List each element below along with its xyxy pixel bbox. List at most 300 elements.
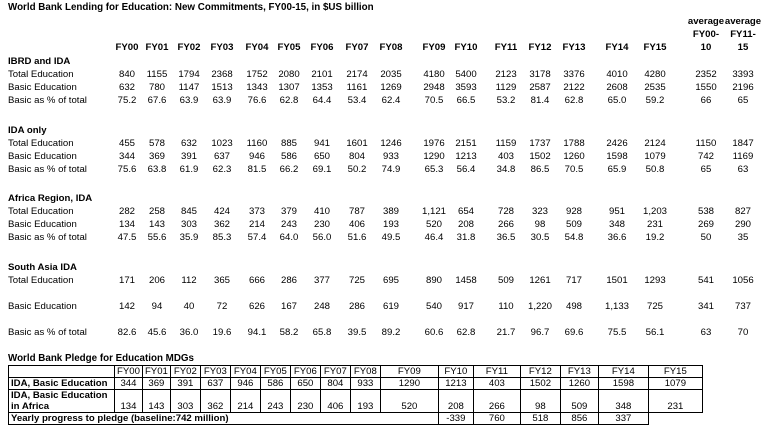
pledge-column-header: FY07 bbox=[320, 366, 350, 378]
table-cell: 1246 bbox=[380, 138, 402, 149]
table-cell: 1290 bbox=[423, 151, 445, 162]
table-cell: 56.4 bbox=[456, 164, 476, 175]
table-cell: 57.4 bbox=[247, 232, 267, 243]
table-cell: 1213 bbox=[455, 151, 477, 162]
column-header: FY15 bbox=[643, 42, 667, 53]
table-cell: 1159 bbox=[495, 138, 517, 149]
table-cell: 65.0 bbox=[607, 95, 627, 106]
table-cell: 4180 bbox=[423, 69, 445, 80]
column-header: FY14 bbox=[605, 42, 629, 53]
table-cell: 110 bbox=[498, 301, 514, 312]
table-cell: 54.8 bbox=[564, 232, 584, 243]
table-cell: 206 bbox=[148, 275, 165, 286]
pledge-cell: 369 bbox=[142, 378, 170, 390]
table-cell: 1307 bbox=[278, 82, 300, 93]
table-cell: 1079 bbox=[644, 151, 666, 162]
pledge-row bbox=[9, 378, 703, 390]
table-cell: 143 bbox=[148, 219, 165, 230]
pledge-cell: 362 bbox=[200, 390, 230, 413]
table-cell: 1293 bbox=[644, 275, 666, 286]
table-cell: 323 bbox=[531, 206, 548, 217]
avg-cell: 1847 bbox=[732, 138, 754, 149]
table-cell: 410 bbox=[313, 206, 330, 217]
table-cell: 86.5 bbox=[530, 164, 550, 175]
section-heading: South Asia IDA bbox=[8, 262, 77, 273]
avg-cell: 3393 bbox=[732, 69, 754, 80]
column-header: FY12 bbox=[528, 42, 552, 53]
table-cell: 540 bbox=[425, 301, 442, 312]
table-cell: 946 bbox=[248, 151, 265, 162]
pledge-progress-cell: 760 bbox=[473, 413, 520, 425]
row-label: Basic as % of total bbox=[8, 232, 87, 243]
table-cell: 403 bbox=[497, 151, 514, 162]
pledge-cell: 193 bbox=[350, 390, 380, 413]
column-header: FY13 bbox=[562, 42, 586, 53]
pledge-progress-cell: 518 bbox=[520, 413, 560, 425]
pledge-column-header: FY00 bbox=[115, 366, 143, 378]
table-cell: 365 bbox=[213, 275, 230, 286]
avg-header-line3: 15 bbox=[737, 42, 749, 53]
table-cell: 1129 bbox=[495, 82, 517, 93]
table-cell: 67.6 bbox=[147, 95, 167, 106]
row-label: Basic Education bbox=[8, 219, 77, 230]
pledge-cell: 134 bbox=[115, 390, 143, 413]
pledge-cell: 1213 bbox=[438, 378, 473, 390]
pledge-cell: 637 bbox=[200, 378, 230, 390]
row-label: Total Education bbox=[8, 138, 74, 149]
pledge-column-header: FY12 bbox=[520, 366, 560, 378]
pledge-column-header: FY03 bbox=[200, 366, 230, 378]
table-cell: 50.8 bbox=[645, 164, 665, 175]
table-cell: 424 bbox=[213, 206, 230, 217]
row-label: Basic as % of total bbox=[8, 327, 87, 338]
pledge-cell: 303 bbox=[170, 390, 200, 413]
column-header: FY07 bbox=[345, 42, 369, 53]
table-cell: 55.6 bbox=[147, 232, 167, 243]
table-cell: 389 bbox=[382, 206, 399, 217]
table-cell: 5400 bbox=[455, 69, 477, 80]
pledge-cell: 214 bbox=[230, 390, 260, 413]
table-cell: 62.8 bbox=[564, 95, 584, 106]
pledge-header-row bbox=[9, 366, 703, 378]
row-label: Basic Education bbox=[8, 82, 77, 93]
pledge-cell: 143 bbox=[142, 390, 170, 413]
table-cell: 134 bbox=[118, 219, 135, 230]
table-cell: 650 bbox=[313, 151, 330, 162]
avg-cell: 541 bbox=[697, 275, 714, 286]
avg-cell: 341 bbox=[697, 301, 714, 312]
column-header: FY06 bbox=[310, 42, 334, 53]
table-cell: 65.8 bbox=[312, 327, 332, 338]
table-cell: 2151 bbox=[455, 138, 477, 149]
pledge-cell: 1260 bbox=[560, 378, 598, 390]
table-cell: 3178 bbox=[529, 69, 551, 80]
table-cell: 65.9 bbox=[607, 164, 627, 175]
section-heading: Africa Region, IDA bbox=[8, 193, 93, 204]
pledge-column-header: FY02 bbox=[170, 366, 200, 378]
avg-cell: 66 bbox=[700, 95, 712, 106]
pledge-cell: 403 bbox=[473, 378, 520, 390]
avg-cell: 1056 bbox=[732, 275, 754, 286]
pledge-cell: 391 bbox=[170, 378, 200, 390]
table-cell: 455 bbox=[118, 138, 135, 149]
avg-cell: 290 bbox=[734, 219, 751, 230]
table-cell: 845 bbox=[180, 206, 197, 217]
table-cell: 45.6 bbox=[147, 327, 167, 338]
table-cell: 81.5 bbox=[247, 164, 267, 175]
table-cell: 63.9 bbox=[179, 95, 199, 106]
table-cell: 74.9 bbox=[381, 164, 401, 175]
pledge-progress-cell: -339 bbox=[438, 413, 473, 425]
row-label: Basic Education bbox=[8, 301, 77, 312]
pledge-cell: 348 bbox=[598, 390, 648, 413]
pledge-column-header: FY06 bbox=[290, 366, 320, 378]
pledge-cell: 1079 bbox=[648, 378, 702, 390]
table-cell: 619 bbox=[382, 301, 399, 312]
pledge-column-header: FY05 bbox=[260, 366, 290, 378]
table-cell: 61.9 bbox=[179, 164, 199, 175]
table-cell: 1160 bbox=[246, 138, 268, 149]
table-cell: 69.1 bbox=[312, 164, 332, 175]
table-cell: 1501 bbox=[606, 275, 628, 286]
table-cell: 2608 bbox=[606, 82, 628, 93]
avg-cell: 827 bbox=[734, 206, 751, 217]
table-cell: 81.4 bbox=[530, 95, 550, 106]
column-header: FY03 bbox=[210, 42, 234, 53]
pledge-cell: 230 bbox=[290, 390, 320, 413]
table-cell: 69.6 bbox=[564, 327, 584, 338]
table-cell: 94 bbox=[151, 301, 163, 312]
table-cell: 2174 bbox=[346, 69, 368, 80]
row-label: Basic as % of total bbox=[8, 95, 87, 106]
table-cell: 31.8 bbox=[456, 232, 476, 243]
table-cell: 75.2 bbox=[117, 95, 137, 106]
table-cell: 1794 bbox=[178, 69, 200, 80]
table-cell: 64.4 bbox=[312, 95, 332, 106]
avg-cell: 742 bbox=[697, 151, 714, 162]
table-cell: 632 bbox=[180, 138, 197, 149]
pledge-cell: 933 bbox=[350, 378, 380, 390]
table-cell: 890 bbox=[425, 275, 442, 286]
pledge-row-label: IDA, Basic Education bbox=[9, 378, 115, 390]
avg-header-line1: average bbox=[687, 16, 725, 27]
page-title: World Bank Lending for Education: New Commitments, FY00-15, in $US billion bbox=[8, 2, 374, 13]
column-header: FY05 bbox=[277, 42, 301, 53]
table-cell: 248 bbox=[313, 301, 330, 312]
table-cell: 632 bbox=[118, 82, 135, 93]
table-cell: 2948 bbox=[423, 82, 445, 93]
table-cell: 941 bbox=[313, 138, 330, 149]
avg-header-line3: 10 bbox=[700, 42, 712, 53]
table-cell: 725 bbox=[646, 301, 663, 312]
pledge-column-header: FY08 bbox=[350, 366, 380, 378]
table-cell: 391 bbox=[180, 151, 197, 162]
pledge-cell: 509 bbox=[560, 390, 598, 413]
table-cell: 362 bbox=[213, 219, 230, 230]
table-cell: 369 bbox=[148, 151, 165, 162]
pledge-table bbox=[8, 365, 703, 425]
table-cell: 3593 bbox=[455, 82, 477, 93]
pledge-progress-row bbox=[9, 413, 703, 425]
table-cell: 509 bbox=[497, 275, 514, 286]
table-cell: 56.0 bbox=[312, 232, 332, 243]
table-cell: 36.6 bbox=[607, 232, 627, 243]
table-cell: 36.5 bbox=[496, 232, 516, 243]
avg-cell: 1169 bbox=[732, 151, 754, 162]
table-cell: 840 bbox=[118, 69, 135, 80]
table-cell: 933 bbox=[382, 151, 399, 162]
table-cell: 286 bbox=[280, 275, 297, 286]
table-cell: 63.9 bbox=[212, 95, 232, 106]
pledge-progress-cell: 856 bbox=[560, 413, 598, 425]
table-cell: 58.2 bbox=[279, 327, 299, 338]
table-cell: 230 bbox=[313, 219, 330, 230]
table-cell: 3376 bbox=[563, 69, 585, 80]
row-label: Total Education bbox=[8, 275, 74, 286]
avg-cell: 269 bbox=[697, 219, 714, 230]
avg-cell: 538 bbox=[697, 206, 714, 217]
pledge-cell: 1598 bbox=[598, 378, 648, 390]
pledge-cell: 266 bbox=[473, 390, 520, 413]
table-cell: 1752 bbox=[246, 69, 268, 80]
table-cell: 30.5 bbox=[530, 232, 550, 243]
table-cell: 282 bbox=[118, 206, 135, 217]
table-cell: 1737 bbox=[529, 138, 551, 149]
row-label: Basic Education bbox=[8, 151, 77, 162]
pledge-progress-cell: 337 bbox=[598, 413, 648, 425]
table-cell: 1147 bbox=[178, 82, 200, 93]
table-cell: 35.9 bbox=[179, 232, 199, 243]
table-cell: 66.5 bbox=[456, 95, 476, 106]
table-cell: 56.1 bbox=[645, 327, 665, 338]
section-heading: IBRD and IDA bbox=[8, 56, 71, 67]
avg-header-line2: FY00- bbox=[692, 29, 720, 40]
table-cell: 379 bbox=[280, 206, 297, 217]
table-cell: 2101 bbox=[311, 69, 333, 80]
table-cell: 96.7 bbox=[530, 327, 550, 338]
table-cell: 1,203 bbox=[642, 206, 667, 217]
table-cell: 578 bbox=[148, 138, 165, 149]
table-cell: 19.6 bbox=[212, 327, 232, 338]
column-header: FY09 bbox=[422, 42, 446, 53]
section-heading: IDA only bbox=[8, 125, 47, 136]
table-cell: 2426 bbox=[606, 138, 628, 149]
table-cell: 654 bbox=[457, 206, 474, 217]
table-cell: 167 bbox=[280, 301, 297, 312]
table-cell: 1601 bbox=[346, 138, 368, 149]
table-cell: 70.5 bbox=[424, 95, 444, 106]
avg-cell: 65 bbox=[700, 164, 712, 175]
avg-cell: 1150 bbox=[695, 138, 717, 149]
row-label: Total Education bbox=[8, 69, 74, 80]
table-cell: 208 bbox=[457, 219, 474, 230]
table-cell: 728 bbox=[497, 206, 514, 217]
table-cell: 1023 bbox=[211, 138, 233, 149]
pledge-cell: 804 bbox=[320, 378, 350, 390]
column-header: FY02 bbox=[177, 42, 201, 53]
table-cell: 51.6 bbox=[347, 232, 367, 243]
table-cell: 89.2 bbox=[381, 327, 401, 338]
pledge-cell: 520 bbox=[380, 390, 438, 413]
table-cell: 928 bbox=[565, 206, 582, 217]
avg-cell: 1550 bbox=[695, 82, 717, 93]
table-cell: 2535 bbox=[644, 82, 666, 93]
table-cell: 885 bbox=[280, 138, 297, 149]
table-cell: 2587 bbox=[529, 82, 551, 93]
table-cell: 82.6 bbox=[117, 327, 137, 338]
table-cell: 85.3 bbox=[212, 232, 232, 243]
table-cell: 725 bbox=[348, 275, 365, 286]
pledge-corner-cell bbox=[9, 366, 115, 378]
pledge-cell: 344 bbox=[115, 378, 143, 390]
table-cell: 72 bbox=[216, 301, 228, 312]
table-cell: 2035 bbox=[380, 69, 402, 80]
table-cell: 626 bbox=[248, 301, 265, 312]
table-cell: 2368 bbox=[211, 69, 233, 80]
table-cell: 193 bbox=[382, 219, 399, 230]
table-cell: 34.8 bbox=[496, 164, 516, 175]
avg-cell: 65 bbox=[737, 95, 749, 106]
table-cell: 1598 bbox=[606, 151, 628, 162]
column-header: FY04 bbox=[245, 42, 269, 53]
table-cell: 1,121 bbox=[421, 206, 446, 217]
table-cell: 780 bbox=[148, 82, 165, 93]
table-cell: 804 bbox=[348, 151, 365, 162]
avg-cell: 63 bbox=[700, 327, 712, 338]
table-cell: 717 bbox=[565, 275, 582, 286]
pledge-column-header: FY15 bbox=[648, 366, 702, 378]
table-cell: 1502 bbox=[529, 151, 551, 162]
table-cell: 66.2 bbox=[279, 164, 299, 175]
table-cell: 373 bbox=[248, 206, 265, 217]
table-cell: 59.2 bbox=[645, 95, 665, 106]
table-cell: 75.6 bbox=[117, 164, 137, 175]
pledge-title: World Bank Pledge for Education MDGs bbox=[8, 353, 194, 364]
table-cell: 49.5 bbox=[381, 232, 401, 243]
table-cell: 46.4 bbox=[424, 232, 444, 243]
table-cell: 75.5 bbox=[607, 327, 627, 338]
pledge-column-header: FY01 bbox=[142, 366, 170, 378]
table-cell: 1458 bbox=[455, 275, 477, 286]
pledge-row bbox=[9, 390, 703, 413]
table-cell: 1261 bbox=[529, 275, 551, 286]
column-header: FY11 bbox=[494, 42, 518, 53]
column-header: FY10 bbox=[454, 42, 478, 53]
avg-cell: 35 bbox=[737, 232, 749, 243]
table-cell: 1260 bbox=[563, 151, 585, 162]
table-cell: 62.3 bbox=[212, 164, 232, 175]
avg-cell: 50 bbox=[700, 232, 712, 243]
table-cell: 406 bbox=[348, 219, 365, 230]
table-cell: 637 bbox=[213, 151, 230, 162]
table-cell: 2122 bbox=[563, 82, 585, 93]
table-cell: 47.5 bbox=[117, 232, 137, 243]
pledge-row-label: IDA, Basic Education in Africa bbox=[9, 390, 115, 413]
table-cell: 2123 bbox=[495, 69, 517, 80]
pledge-cell: 98 bbox=[520, 390, 560, 413]
table-cell: 4280 bbox=[644, 69, 666, 80]
table-cell: 53.2 bbox=[496, 95, 516, 106]
pledge-column-header: FY13 bbox=[560, 366, 598, 378]
table-cell: 377 bbox=[313, 275, 330, 286]
table-cell: 231 bbox=[646, 219, 663, 230]
table-cell: 498 bbox=[565, 301, 582, 312]
table-cell: 586 bbox=[280, 151, 297, 162]
table-cell: 1161 bbox=[346, 82, 368, 93]
table-cell: 60.6 bbox=[424, 327, 444, 338]
column-header: FY00 bbox=[115, 42, 139, 53]
pledge-cell: 946 bbox=[230, 378, 260, 390]
avg-cell: 2196 bbox=[732, 82, 754, 93]
table-cell: 1788 bbox=[563, 138, 585, 149]
pledge-column-header: FY10 bbox=[438, 366, 473, 378]
table-cell: 666 bbox=[248, 275, 265, 286]
avg-cell: 63 bbox=[737, 164, 749, 175]
pledge-column-header: FY14 bbox=[598, 366, 648, 378]
table-cell: 344 bbox=[118, 151, 135, 162]
table-cell: 1,133 bbox=[604, 301, 629, 312]
table-cell: 1,220 bbox=[527, 301, 552, 312]
table-cell: 36.0 bbox=[179, 327, 199, 338]
table-cell: 62.8 bbox=[279, 95, 299, 106]
pledge-column-header: FY04 bbox=[230, 366, 260, 378]
table-cell: 21.7 bbox=[496, 327, 516, 338]
pledge-column-header: FY11 bbox=[473, 366, 520, 378]
table-cell: 917 bbox=[457, 301, 474, 312]
table-cell: 62.8 bbox=[456, 327, 476, 338]
column-header: FY08 bbox=[379, 42, 403, 53]
table-cell: 348 bbox=[608, 219, 625, 230]
pledge-cell: 243 bbox=[260, 390, 290, 413]
table-cell: 2080 bbox=[278, 69, 300, 80]
table-cell: 76.6 bbox=[247, 95, 267, 106]
table-cell: 112 bbox=[181, 275, 197, 286]
table-cell: 1343 bbox=[246, 82, 268, 93]
table-cell: 62.4 bbox=[381, 95, 401, 106]
table-cell: 94.1 bbox=[247, 327, 267, 338]
table-cell: 1976 bbox=[423, 138, 445, 149]
avg-header-line1: average bbox=[724, 16, 762, 27]
avg-header-line2: FY11- bbox=[730, 29, 756, 40]
table-cell: 70.5 bbox=[564, 164, 584, 175]
table-cell: 509 bbox=[565, 219, 582, 230]
table-cell: 64.0 bbox=[279, 232, 299, 243]
table-cell: 303 bbox=[180, 219, 197, 230]
avg-cell: 2352 bbox=[695, 69, 717, 80]
table-cell: 19.2 bbox=[645, 232, 665, 243]
table-cell: 951 bbox=[608, 206, 625, 217]
row-label: Basic as % of total bbox=[8, 164, 87, 175]
table-cell: 286 bbox=[348, 301, 365, 312]
table-cell: 787 bbox=[348, 206, 365, 217]
table-cell: 53.4 bbox=[347, 95, 367, 106]
table-cell: 1269 bbox=[380, 82, 402, 93]
pledge-cell: 406 bbox=[320, 390, 350, 413]
table-cell: 65.3 bbox=[424, 164, 444, 175]
pledge-progress-label: Yearly progress to pledge (baseline:742 million) bbox=[9, 413, 439, 425]
row-label: Total Education bbox=[8, 206, 74, 217]
table-cell: 1513 bbox=[211, 82, 233, 93]
avg-cell: 70 bbox=[737, 327, 749, 338]
table-cell: 2124 bbox=[644, 138, 666, 149]
table-cell: 520 bbox=[425, 219, 442, 230]
avg-cell: 737 bbox=[734, 301, 751, 312]
table-cell: 98 bbox=[534, 219, 546, 230]
table-cell: 4010 bbox=[606, 69, 628, 80]
table-cell: 266 bbox=[497, 219, 514, 230]
table-cell: 40 bbox=[183, 301, 195, 312]
table-cell: 1353 bbox=[311, 82, 333, 93]
